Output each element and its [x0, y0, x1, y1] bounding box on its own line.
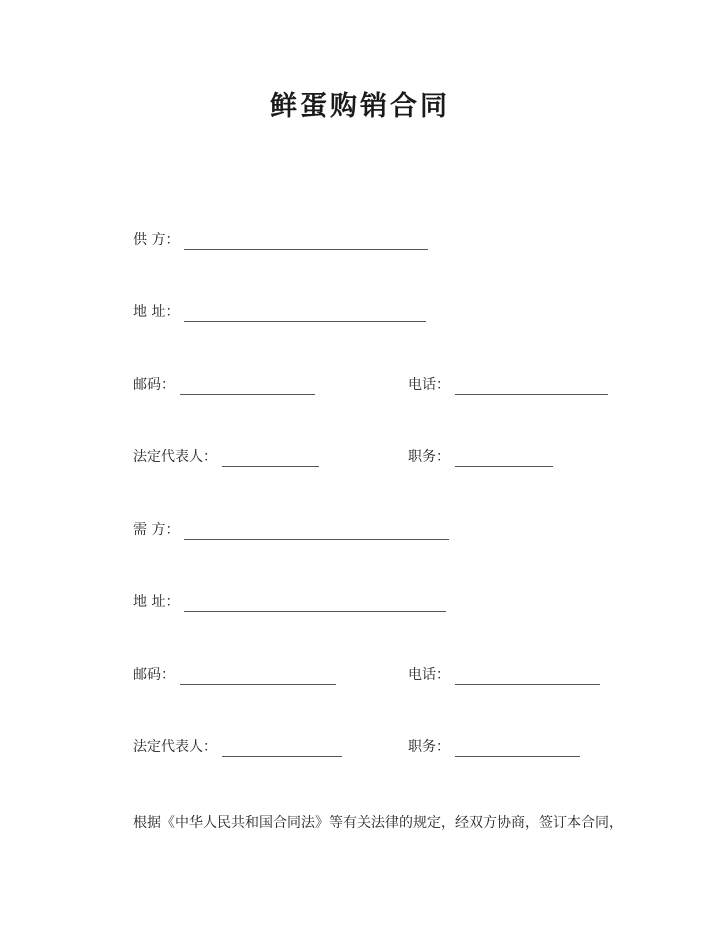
buyer-phone-label: 电话：	[408, 667, 450, 683]
supplier-position-blank[interactable]	[455, 448, 553, 467]
supplier-name-row	[133, 230, 693, 252]
buyer-address-row	[133, 592, 693, 614]
document-title: 鲜蛋购销合同	[270, 91, 450, 122]
buyer-postal-blank[interactable]	[180, 666, 336, 685]
buyer-address-blank[interactable]	[184, 593, 446, 612]
supplier-postal-blank[interactable]	[180, 376, 315, 395]
buyer-name-label: 需 方：	[133, 522, 180, 538]
supplier-rep-position-row	[133, 447, 693, 469]
buyer-address-label: 地 址：	[133, 594, 180, 610]
supplier-address-label: 地 址：	[133, 304, 180, 320]
buyer-position-label: 职务：	[408, 739, 450, 755]
supplier-postal-label: 邮码：	[133, 377, 175, 393]
supplier-phone-label: 电话：	[408, 377, 450, 393]
supplier-phone-blank[interactable]	[455, 376, 608, 395]
supplier-address-row	[133, 302, 693, 324]
supplier-name-label: 供 方：	[133, 232, 180, 248]
supplier-position-label: 职务：	[408, 449, 450, 465]
contract-intro-text: 根据《中华人民共和国合同法》等有关法律的规定，经双方协商，签订本合同，	[133, 815, 623, 831]
buyer-legal-rep-label: 法定代表人：	[133, 739, 217, 755]
supplier-name-blank[interactable]	[184, 231, 428, 250]
supplier-legal-rep-label: 法定代表人：	[133, 449, 217, 465]
buyer-postal-label: 邮码：	[133, 667, 175, 683]
buyer-phone-blank[interactable]	[455, 666, 600, 685]
supplier-legal-rep-blank[interactable]	[222, 448, 319, 467]
supplier-address-blank[interactable]	[184, 303, 426, 322]
buyer-position-blank[interactable]	[455, 738, 580, 757]
buyer-name-blank[interactable]	[184, 521, 449, 540]
buyer-name-row	[133, 520, 693, 542]
buyer-legal-rep-blank[interactable]	[222, 738, 342, 757]
supplier-postal-phone-row	[133, 375, 693, 397]
buyer-rep-position-row	[133, 737, 693, 759]
buyer-postal-phone-row	[133, 665, 693, 687]
